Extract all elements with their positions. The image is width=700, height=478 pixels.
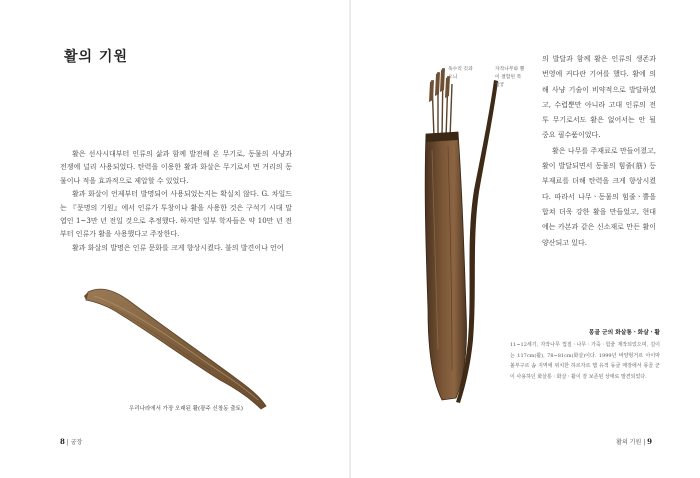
arrow-fletchings — [429, 68, 450, 102]
paragraph: 활과 화살이 언제부터 발명되어 사용되었는지는 확실치 않다. G. 차일드는 『문명의 기원』에서 인류가 투창이나 활을 사용한 것은 구석기 시대 말엽인 1~3만 년 전일 것으로 추정했다. 하지만 일부 학자들은 약 10만 년 전부터 인류가 활을 사용했다고 주장한다. — [60, 190, 292, 239]
page-number: 9 — [647, 437, 652, 446]
quiver-caption-body: 11~12세기, 자작나무 껍질ㆍ나무ㆍ가죽ㆍ힘줄 재작되었으며, 길이는 117cm(활), 78~81cm(화살)이다. 1999년 바양헝거르 아이막 볼부구르 솜 지역에 위치한 하르자르 햄 유적 동굴 매장에서 몽골 군이 사용하던 화살통ㆍ화살ㆍ활이 잘 보존된 상태로 발견되었다. — [510, 342, 660, 380]
quiver-arrows-bow-photo — [402, 50, 512, 450]
paragraph: 활은 나무를 주재료로 만들어졌고, 활이 발달되면서 동물의 힘줄(筋) 등 부재료를 더해 탄력을 크게 향상시켰다. 따라서 나무ㆍ동물의 힘줄ㆍ뿔을 합쳐 더욱 강한 활을 만들었고, 현대에는 카본과 같은 신소재로 만든 활이 양산되고 있다. — [542, 146, 656, 247]
running-head: 활의 기원 — [616, 439, 642, 446]
composite-bow-callout: 자작나무와 뿔이 결합된 복합궁 — [495, 67, 525, 88]
right-page — [350, 0, 700, 478]
left-folio: 8 | 궁장 — [60, 437, 83, 446]
paragraph: 활과 화살의 발명은 인류 문화를 크게 향상시켰다. 불의 발견이나 언어 — [72, 243, 284, 252]
page-title: 활의 기원 — [64, 49, 128, 65]
paragraph: 활은 선사시대부터 인류의 삶과 함께 발전해 온 무기로, 동물의 사냥과 전쟁에 널리 사용되었다. 탄력을 이용한 활과 화살은 무기로서 먼 거리의 동물이나 적을 효과적으로 제압할 수 있었다. — [60, 150, 292, 185]
right-body-text — [542, 52, 656, 251]
feather-callout: 독수리 깃과 오늬 — [448, 67, 473, 80]
ancient-bow-photo — [80, 282, 280, 412]
bow-photo-caption: 우리나라에서 가장 오래된 활(광주 신창동 출토) — [129, 406, 243, 412]
paragraph: 의 발달과 함께 활은 인류의 생존과 번영에 커다란 기여를 했다. 활에 의해 사냥 기술이 비약적으로 발달하였고, 수렵뿐만 아니라 고대 인류의 전투 무기로서도 활은 없어서는 안 될 중요 필수품이었다. — [542, 55, 656, 140]
quiver-body — [425, 132, 466, 400]
right-folio: 활의 기원 | 9 — [616, 437, 652, 446]
running-head: 궁장 — [70, 439, 83, 446]
quiver-caption-title: 몽골 군의 화살통ㆍ화살ㆍ활 — [588, 330, 660, 336]
page-number: 8 — [60, 437, 65, 446]
left-body-text — [60, 148, 292, 255]
